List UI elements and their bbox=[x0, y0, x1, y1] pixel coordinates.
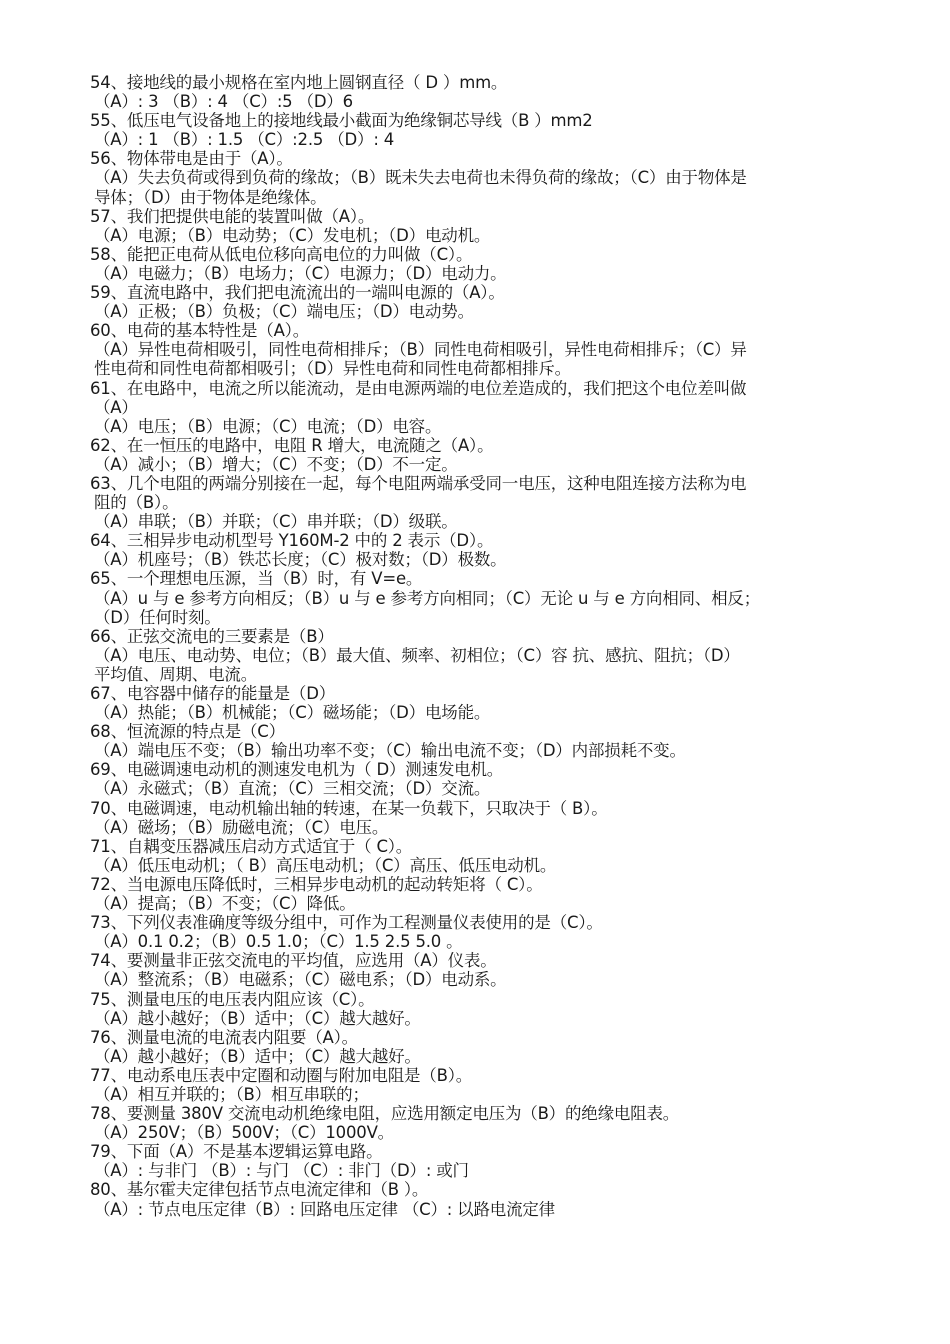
answer-line: （A）电源；（B）电动势；（C）发电机；（D）电动机。 bbox=[94, 225, 491, 245]
answer-line: （A）越小越好；（B）适中；（C）越大越好。 bbox=[94, 1008, 421, 1028]
question-line: 56、物体带电是由于（A）。 bbox=[90, 149, 293, 169]
question-line: 79、下面（A）不是基本逻辑运算电路。 bbox=[90, 1142, 383, 1162]
question-line: 77、电动系电压表中定圈和动圈与附加电阻是（B）。 bbox=[90, 1065, 473, 1085]
answer-line: （A）低压电动机；（ B）高压电动机；（C）高压、低压电动机。 bbox=[94, 855, 557, 875]
answer-line: （A）失去负荷或得到负荷的缘故；（B）既未失去电荷也未得负荷的缘故；（C）由于物体是 bbox=[94, 168, 747, 188]
answer-line: （A）250V；（B）500V；（C）1000V。 bbox=[94, 1123, 394, 1143]
answer-line: （A）机座号；（B）铁芯长度；（C）极对数；（D）极数。 bbox=[94, 550, 507, 570]
answer-line: （A）: 节点电压定律（B）: 回路电压定律 （C）: 以路电流定律 bbox=[94, 1199, 555, 1219]
question-line: 61、在电路中，电流之所以能流动，是由电源两端的电位差造成的，我们把这个电位差叫做 bbox=[90, 378, 747, 398]
answer-line: （D）任何时刻。 bbox=[94, 607, 221, 627]
question-line: 70、电磁调速，电动机输出轴的转速，在某一负载下，只取决于（ B）。 bbox=[90, 798, 608, 818]
answer-line: （A）: 3 （B）: 4 （C）:5 （D）6 bbox=[94, 92, 353, 112]
answer-line: （A）相互并联的；（B）相互串联的； bbox=[94, 1084, 369, 1104]
question-line: 64、三相异步电动机型号 Y160M-2 中的 2 表示（D）。 bbox=[90, 531, 494, 551]
question-line: 60、电荷的基本特性是（A）。 bbox=[90, 321, 310, 341]
answer-line: 性电荷和同性电荷都相吸引；（D）异性电荷和同性电荷都相排斥。 bbox=[94, 359, 571, 379]
answer-line: （A）电压、电动势、电位；（B）最大值、频率、初相位；（C）容 抗、感抗、阻抗；（D） bbox=[94, 645, 740, 665]
question-line: 73、下列仪表准确度等级分组中，可作为工程测量仪表使用的是（C）。 bbox=[90, 913, 603, 933]
question-line: 66、正弦交流电的三要素是（B） bbox=[90, 626, 334, 646]
answer-line: 阻的（B）。 bbox=[94, 493, 179, 513]
answer-line: （A）电压；（B）电源；（C）电流；（D）电容。 bbox=[94, 416, 442, 436]
question-line: 59、直流电路中，我们把电流流出的一端叫电源的（A）。 bbox=[90, 283, 505, 303]
answer-line: （A）u 与 e 参考方向相反；（B）u 与 e 参考方向相同；（C）无论 u 与 e 方向相同、相反； bbox=[94, 588, 761, 608]
answer-line: （A）热能；（B）机械能；（C）磁场能；（D）电场能。 bbox=[94, 703, 491, 723]
question-line: 76、测量电流的电流表内阻要（A）。 bbox=[90, 1027, 358, 1047]
answer-line: （A）0.1 0.2；（B）0.5 1.0；（C）1.5 2.5 5.0 。 bbox=[94, 932, 463, 952]
answer-line: （A）串联；（B）并联；（C）串并联；（D）级联。 bbox=[94, 512, 458, 532]
answer-line: （A）端电压不变；（B）输出功率不变；（C）输出电流不变；（D）内部损耗不变。 bbox=[94, 741, 686, 761]
answer-line: （A）越小越好；（B）适中；（C）越大越好。 bbox=[94, 1046, 421, 1066]
answer-line: （A）整流系；（B）电磁系；（C）磁电系；（D）电动系。 bbox=[94, 970, 507, 990]
question-line: 54、接地线的最小规格在室内地上圆钢直径（ D ）mm。 bbox=[90, 73, 508, 92]
question-line: 63、几个电阻的两端分别接在一起，每个电阻两端承受同一电压，这种电阻连接方法称为电 bbox=[90, 473, 747, 493]
answer-line: （A）减小；（B）增大；（C）不变；（D）不一定。 bbox=[94, 454, 458, 474]
answer-line: 导体；（D）由于物体是绝缘体。 bbox=[94, 187, 327, 207]
question-line: 72、当电源电压降低时，三相异步电动机的起动转矩将（ C）。 bbox=[90, 874, 543, 894]
answer-line: （A）磁场；（B）励磁电流；（C）电压。 bbox=[94, 817, 389, 837]
answer-line: （A）异性电荷相吸引，同性电荷相排斥；（B）同性电荷相吸引，异性电荷相排斥；（C）异 bbox=[94, 340, 747, 360]
question-line: 71、自耦变压器减压启动方式适宜于（ C）。 bbox=[90, 836, 413, 856]
question-line: 58、能把正电荷从低电位移向高电位的力叫做（C）。 bbox=[90, 244, 473, 264]
answer-line: （A）: 1 （B）: 1.5 （C）:2.5 （D）: 4 bbox=[94, 130, 395, 150]
answer-line: （A）正极；（B）负极；（C）端电压；（D）电动势。 bbox=[94, 302, 474, 322]
answer-line: （A）永磁式；（B）直流；（C）三相交流；（D）交流。 bbox=[94, 779, 491, 799]
question-line: 68、恒流源的特点是（C） bbox=[90, 722, 285, 742]
question-line: 65、一个理想电压源，当（B）时，有 V=e。 bbox=[90, 569, 423, 589]
question-line: 55、低压电气设备地上的接地线最小截面为绝缘铜芯导线（B ）mm2 bbox=[90, 111, 593, 131]
question-line: 62、在一恒压的电路中，电阻 R 增大，电流随之（A）。 bbox=[90, 435, 494, 455]
question-line: 75、测量电压的电压表内阻应该（C）。 bbox=[90, 989, 375, 1009]
document-page bbox=[90, 73, 870, 1219]
answer-line: 平均值、周期、电流。 bbox=[94, 664, 258, 684]
question-line: 57、我们把提供电能的装置叫做（A）。 bbox=[90, 206, 375, 226]
answer-line: （A）: 与非门 （B）: 与门 （C）: 非门（D）: 或门 bbox=[94, 1161, 469, 1181]
answer-line: （A） bbox=[94, 397, 138, 417]
question-line: 80、基尔霍夫定律包括节点电流定律和（B ）。 bbox=[90, 1180, 429, 1200]
question-line: 69、电磁调速电动机的测速发电机为（ D）测速发电机。 bbox=[90, 760, 504, 780]
question-line: 78、要测量 380V 交流电动机绝缘电阻，应选用额定电压为（B）的绝缘电阻表。 bbox=[90, 1104, 680, 1124]
answer-line: （A）提高；（B）不变；（C）降低。 bbox=[94, 894, 356, 914]
question-line: 67、电容器中储存的能量是（D） bbox=[90, 684, 336, 703]
answer-line: （A）电磁力；（B）电场力；（C）电源力；（D）电动力。 bbox=[94, 263, 507, 283]
question-line: 74、要测量非正弦交流电的平均值，应选用（A）仪表。 bbox=[90, 951, 497, 971]
